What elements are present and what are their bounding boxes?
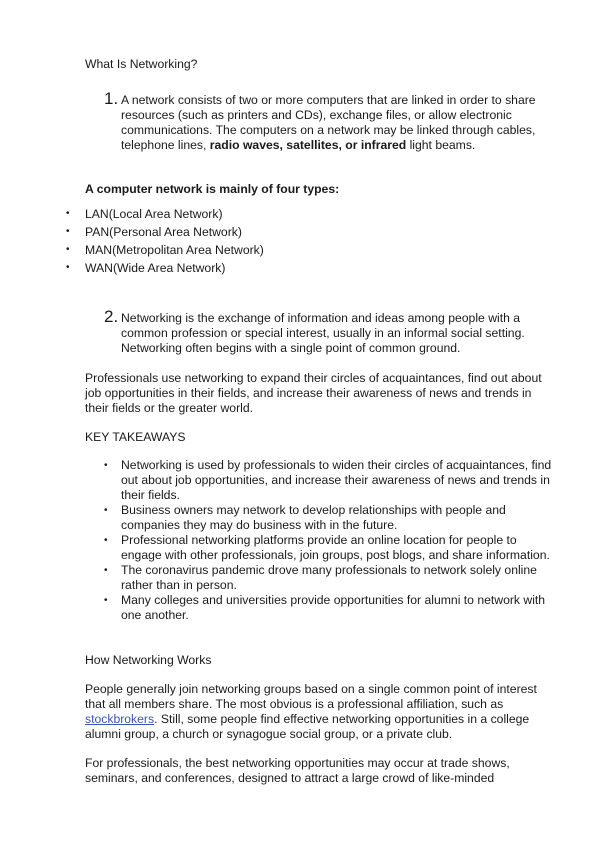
item-text-part: light beams.: [406, 138, 476, 152]
list-item: • LAN(Local Area Network): [66, 205, 264, 223]
list-item: • PAN(Personal Area Network): [66, 223, 264, 241]
paragraph-text: . Still, some people find effective networking opportunities in a college alumni group, a church or synagogue social group, or a private club.: [85, 712, 530, 741]
list-item: • The coronavirus pandemic drove many professionals to network solely online rather than in person.: [104, 563, 554, 593]
list-item: • Business owners may network to develop relationships with people and companies they may do business with in the future.: [104, 503, 554, 533]
key-takeaways-list: [104, 458, 554, 623]
section-heading: How Networking Works: [85, 653, 212, 667]
list-item: • Networking is used by professionals to widen their circles of acquaintances, find out about job opportunities, and increase their awareness of news and trends in their fields.: [104, 458, 554, 503]
list-item: • Professional networking platforms provide an online location for people to engage with other professionals, join groups, post blogs, and share information.: [104, 533, 554, 563]
list-item: • Many colleges and universities provide opportunities for alumni to network with one another.: [104, 593, 554, 623]
item-number: 2.: [104, 307, 119, 326]
numbered-item-2: [104, 307, 554, 356]
item-text: Networking is the exchange of information and ideas among people with a common profession or special interest, usually in an informal social setting. Networking often begins with a single point of common ground.: [121, 311, 525, 355]
last-paragraph: For professionals, the best networking opportunities may occur at trade shows, seminars, and conferences, designed to attract a large crowd of like-minded: [85, 756, 510, 785]
types-heading: A computer network is mainly of four types:: [85, 182, 340, 196]
item-text-bold: radio waves, satellites, or infrared: [209, 138, 407, 152]
list-item: • MAN(Metropolitan Area Network): [66, 241, 264, 259]
numbered-item-1: [104, 89, 554, 153]
how-networking-paragraph: [85, 682, 555, 742]
list-item: • WAN(Wide Area Network): [66, 259, 264, 277]
paragraph-text: People generally join networking groups based on a single common point of interest that all members share. The most obvious is a professional affiliation, such as: [85, 682, 537, 711]
item-number: 1.: [104, 89, 119, 108]
key-takeaways-heading: KEY TAKEAWAYS: [85, 430, 186, 444]
network-types-list: [66, 205, 264, 277]
professionals-paragraph: Professionals use networking to expand their circles of acquaintances, find out about job opportunities in their fields, and increase their awareness of news and trends in their fields or the greater world.: [85, 371, 542, 415]
item-text: [121, 93, 554, 153]
page-title: What Is Networking?: [85, 57, 198, 71]
item-text-part: A network consists of two or more computers that are linked in order to share resources (such as printers and CDs), exchange files, or allow electronic communications. The computers on a network may be linked through cables, telephone lines,: [121, 93, 536, 152]
stockbrokers-link[interactable]: stockbrokers: [85, 712, 155, 726]
